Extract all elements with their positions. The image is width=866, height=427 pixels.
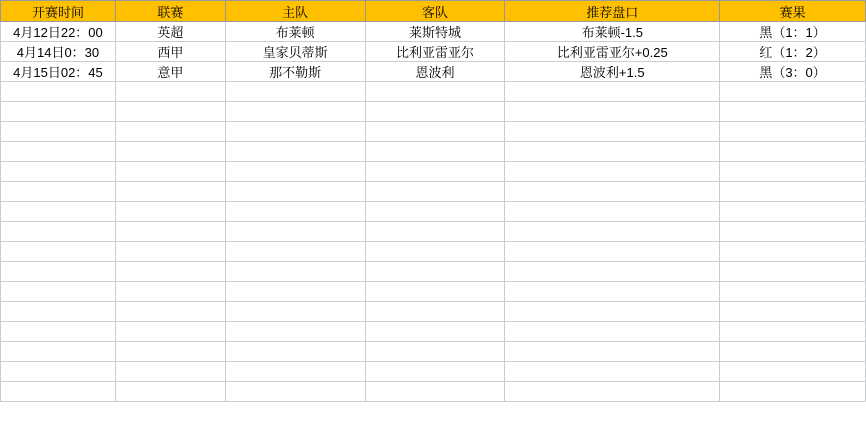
- cell-empty[interactable]: [365, 82, 505, 102]
- cell-empty[interactable]: [505, 142, 720, 162]
- cell-empty[interactable]: [225, 202, 365, 222]
- cell-empty[interactable]: [505, 242, 720, 262]
- cell-empty[interactable]: [225, 262, 365, 282]
- cell-empty[interactable]: [505, 202, 720, 222]
- table-row-empty[interactable]: [1, 222, 866, 242]
- cell-empty[interactable]: [720, 322, 866, 342]
- table-row-empty[interactable]: [1, 142, 866, 162]
- cell-empty[interactable]: [225, 342, 365, 362]
- cell-result[interactable]: 红（1：2）: [720, 42, 866, 62]
- cell-empty[interactable]: [505, 122, 720, 142]
- cell-empty[interactable]: [115, 202, 225, 222]
- cell-empty[interactable]: [1, 122, 116, 142]
- table-row-empty[interactable]: [1, 202, 866, 222]
- cell-empty[interactable]: [365, 282, 505, 302]
- table-row-empty[interactable]: [1, 342, 866, 362]
- cell-empty[interactable]: [225, 302, 365, 322]
- cell-empty[interactable]: [115, 322, 225, 342]
- cell-empty[interactable]: [720, 382, 866, 402]
- column-header-result[interactable]: 赛果: [720, 1, 866, 22]
- cell-empty[interactable]: [505, 282, 720, 302]
- cell-empty[interactable]: [720, 162, 866, 182]
- cell-empty[interactable]: [225, 222, 365, 242]
- cell-empty[interactable]: [365, 102, 505, 122]
- cell-empty[interactable]: [720, 102, 866, 122]
- cell-empty[interactable]: [225, 82, 365, 102]
- cell-time[interactable]: 4月12日22：00: [1, 22, 116, 42]
- cell-league[interactable]: 意甲: [115, 62, 225, 82]
- cell-empty[interactable]: [1, 362, 116, 382]
- cell-empty[interactable]: [720, 142, 866, 162]
- cell-empty[interactable]: [115, 282, 225, 302]
- table-row-empty[interactable]: [1, 102, 866, 122]
- cell-empty[interactable]: [505, 182, 720, 202]
- cell-home-team[interactable]: 布莱顿: [225, 22, 365, 42]
- cell-empty[interactable]: [720, 222, 866, 242]
- cell-empty[interactable]: [720, 122, 866, 142]
- table-row-empty[interactable]: [1, 162, 866, 182]
- cell-empty[interactable]: [1, 242, 116, 262]
- table-header-row: [1, 1, 866, 22]
- table-row-empty[interactable]: [1, 122, 866, 142]
- cell-league[interactable]: 西甲: [115, 42, 225, 62]
- cell-empty[interactable]: [115, 102, 225, 122]
- cell-empty[interactable]: [1, 342, 116, 362]
- cell-empty[interactable]: [1, 222, 116, 242]
- cell-empty[interactable]: [115, 302, 225, 322]
- cell-empty[interactable]: [115, 162, 225, 182]
- cell-empty[interactable]: [225, 362, 365, 382]
- cell-empty[interactable]: [365, 362, 505, 382]
- column-header-home-team[interactable]: 主队: [225, 1, 365, 22]
- cell-empty[interactable]: [115, 382, 225, 402]
- cell-empty[interactable]: [505, 222, 720, 242]
- table-row-empty[interactable]: [1, 182, 866, 202]
- cell-league[interactable]: 英超: [115, 22, 225, 42]
- cell-empty[interactable]: [115, 362, 225, 382]
- cell-empty[interactable]: [115, 82, 225, 102]
- cell-empty[interactable]: [115, 342, 225, 362]
- cell-empty[interactable]: [1, 262, 116, 282]
- cell-away-team[interactable]: 莱斯特城: [365, 22, 505, 42]
- cell-empty[interactable]: [115, 142, 225, 162]
- cell-empty[interactable]: [505, 342, 720, 362]
- cell-empty[interactable]: [365, 342, 505, 362]
- cell-empty[interactable]: [720, 202, 866, 222]
- cell-recommended-handicap[interactable]: 比利亚雷亚尔+0.25: [505, 42, 720, 62]
- column-header-away-team[interactable]: 客队: [365, 1, 505, 22]
- cell-empty[interactable]: [1, 302, 116, 322]
- cell-home-team[interactable]: 那不勒斯: [225, 62, 365, 82]
- cell-empty[interactable]: [115, 262, 225, 282]
- cell-empty[interactable]: [365, 202, 505, 222]
- cell-empty[interactable]: [1, 162, 116, 182]
- table-row-empty[interactable]: [1, 82, 866, 102]
- cell-empty[interactable]: [720, 342, 866, 362]
- cell-empty[interactable]: [225, 142, 365, 162]
- cell-empty[interactable]: [720, 242, 866, 262]
- cell-empty[interactable]: [505, 82, 720, 102]
- cell-empty[interactable]: [225, 182, 365, 202]
- cell-empty[interactable]: [720, 262, 866, 282]
- cell-empty[interactable]: [505, 162, 720, 182]
- cell-empty[interactable]: [115, 182, 225, 202]
- cell-empty[interactable]: [505, 322, 720, 342]
- cell-empty[interactable]: [505, 362, 720, 382]
- cell-empty[interactable]: [365, 262, 505, 282]
- cell-empty[interactable]: [505, 302, 720, 322]
- cell-empty[interactable]: [225, 322, 365, 342]
- cell-empty[interactable]: [225, 242, 365, 262]
- cell-empty[interactable]: [115, 122, 225, 142]
- cell-empty[interactable]: [1, 202, 116, 222]
- cell-empty[interactable]: [365, 142, 505, 162]
- cell-recommended-handicap[interactable]: 布莱顿-1.5: [505, 22, 720, 42]
- cell-empty[interactable]: [225, 162, 365, 182]
- cell-empty[interactable]: [505, 262, 720, 282]
- cell-empty[interactable]: [1, 182, 116, 202]
- cell-result[interactable]: 黑（1：1）: [720, 22, 866, 42]
- cell-empty[interactable]: [505, 102, 720, 122]
- cell-empty[interactable]: [1, 82, 116, 102]
- cell-empty[interactable]: [720, 302, 866, 322]
- cell-empty[interactable]: [1, 322, 116, 342]
- cell-empty[interactable]: [365, 242, 505, 262]
- cell-empty[interactable]: [365, 222, 505, 242]
- cell-empty[interactable]: [365, 122, 505, 142]
- cell-away-team[interactable]: 比利亚雷亚尔: [365, 42, 505, 62]
- cell-empty[interactable]: [365, 322, 505, 342]
- table-row-empty[interactable]: [1, 362, 866, 382]
- cell-empty[interactable]: [115, 242, 225, 262]
- cell-empty[interactable]: [365, 382, 505, 402]
- table-row-empty[interactable]: [1, 302, 866, 322]
- table-row-empty[interactable]: [1, 262, 866, 282]
- cell-time[interactable]: 4月14日0：30: [1, 42, 116, 62]
- table-row-empty[interactable]: [1, 322, 866, 342]
- table-row-empty[interactable]: [1, 242, 866, 262]
- cell-empty[interactable]: [115, 222, 225, 242]
- cell-empty[interactable]: [720, 82, 866, 102]
- cell-empty[interactable]: [720, 282, 866, 302]
- cell-empty[interactable]: [365, 162, 505, 182]
- table-row[interactable]: [1, 42, 866, 62]
- table-row-empty[interactable]: [1, 282, 866, 302]
- cell-empty[interactable]: [365, 302, 505, 322]
- table-row-empty[interactable]: [1, 382, 866, 402]
- column-header-recommended-handicap[interactable]: 推荐盘口: [505, 1, 720, 22]
- table-row[interactable]: [1, 62, 866, 82]
- cell-empty[interactable]: [1, 102, 116, 122]
- cell-empty[interactable]: [1, 142, 116, 162]
- cell-away-team[interactable]: 恩波利: [365, 62, 505, 82]
- cell-empty[interactable]: [225, 122, 365, 142]
- cell-empty[interactable]: [365, 182, 505, 202]
- table-row[interactable]: [1, 22, 866, 42]
- cell-home-team[interactable]: 皇家贝蒂斯: [225, 42, 365, 62]
- cell-result[interactable]: 黑（3：0）: [720, 62, 866, 82]
- cell-empty[interactable]: [720, 182, 866, 202]
- cell-empty[interactable]: [505, 382, 720, 402]
- cell-empty[interactable]: [225, 382, 365, 402]
- cell-empty[interactable]: [1, 382, 116, 402]
- cell-empty[interactable]: [225, 282, 365, 302]
- column-header-time[interactable]: 开赛时间: [1, 1, 116, 22]
- table-body: [1, 1, 866, 402]
- column-header-league[interactable]: 联赛: [115, 1, 225, 22]
- cell-empty[interactable]: [1, 282, 116, 302]
- cell-recommended-handicap[interactable]: 恩波利+1.5: [505, 62, 720, 82]
- cell-empty[interactable]: [720, 362, 866, 382]
- cell-time[interactable]: 4月15日02：45: [1, 62, 116, 82]
- cell-empty[interactable]: [225, 102, 365, 122]
